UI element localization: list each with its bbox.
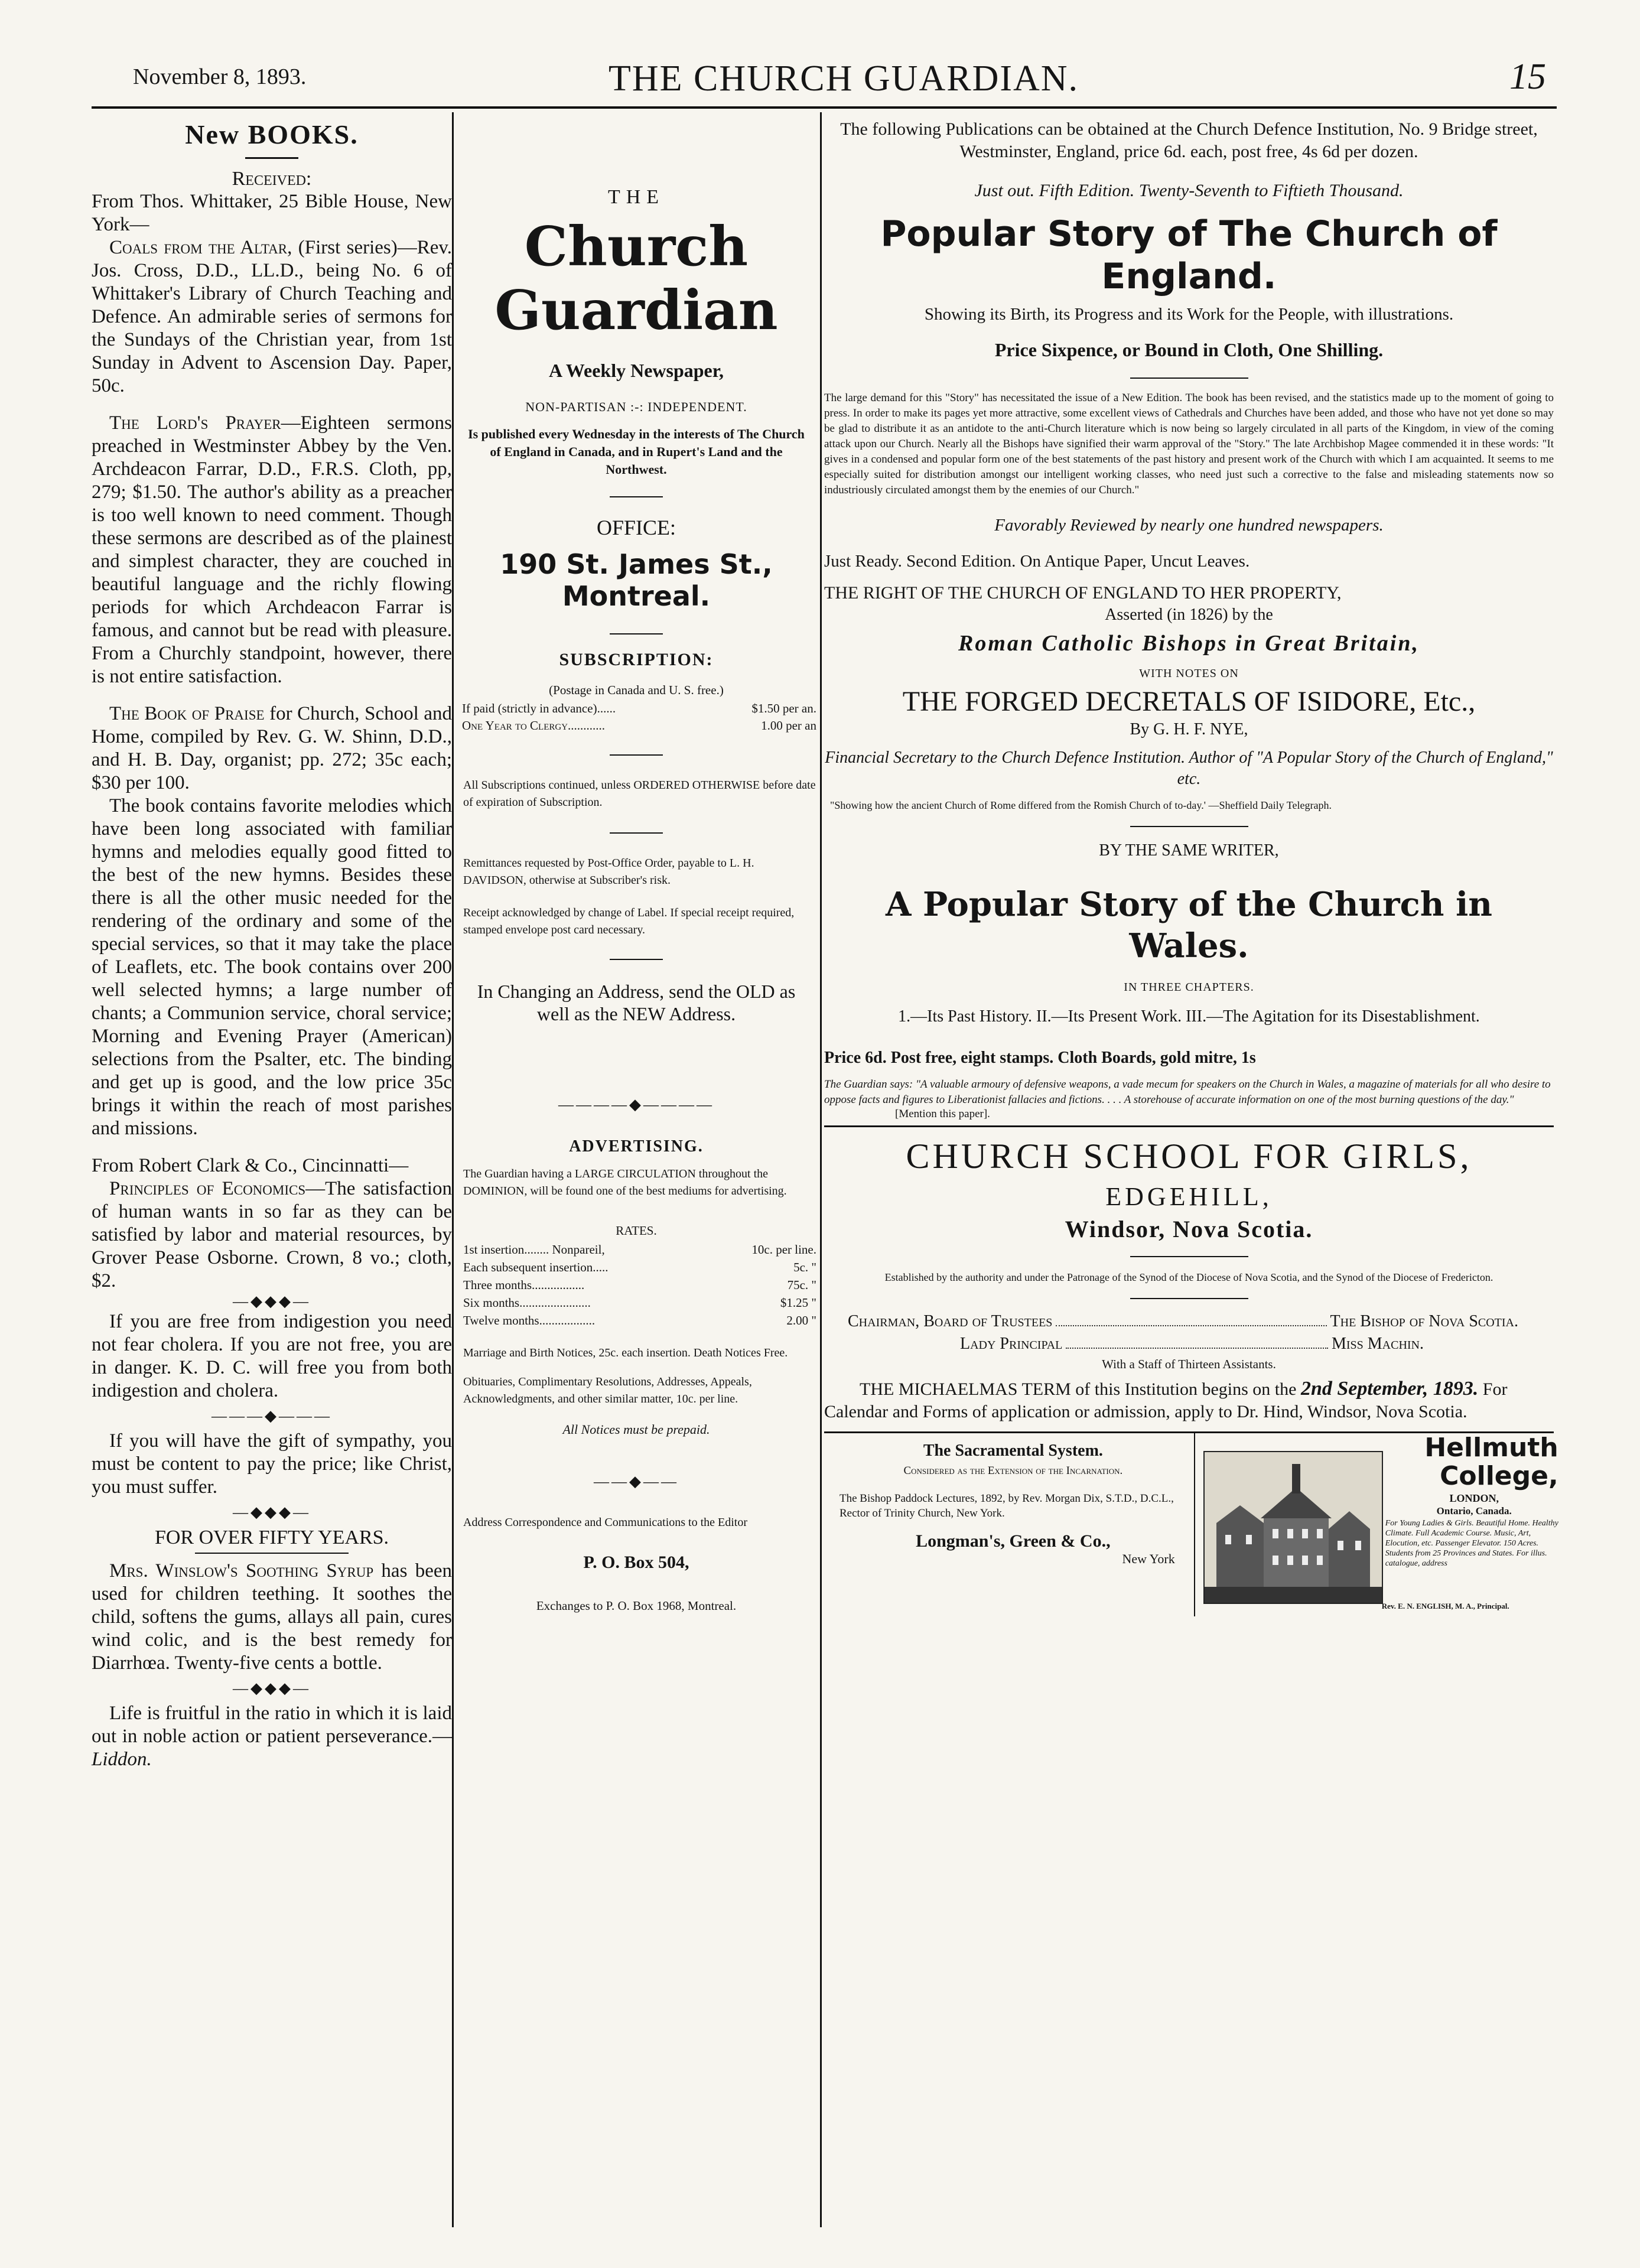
with-notes-on: WITH NOTES ON	[1139, 667, 1239, 680]
school-edgehill: EDGEHILL,	[1105, 1182, 1273, 1211]
divider	[824, 1125, 1554, 1127]
newspaper-title: THE CHURCH GUARDIAN.	[609, 58, 1079, 99]
sacramental-ad	[824, 1433, 1195, 1616]
subscription-row	[462, 701, 816, 716]
obituaries-notice: Obituaries, Complimentary Resolutions, Addresses, Appeals, Acknowledgments, and other similar matter, 10c. per line.	[463, 1375, 752, 1405]
michaelmas-apply: For Calendar and Forms of application or admission, apply to Dr. Hind, Windsor, Nova Scotia.	[824, 1379, 1508, 1421]
masthead-name: Church Guardian	[494, 214, 778, 342]
divider	[610, 832, 663, 834]
ornament-divider: ————◆————	[558, 1096, 714, 1113]
rate-label: 1st insertion........ Nonpareil,	[463, 1242, 605, 1257]
advertising-text: The Guardian having a LARGE CIRCULATION throughout the DOMINION, will be found one of the best mediums for advertising.	[463, 1167, 787, 1198]
hellmuth-title-1: Hellmuth	[1424, 1433, 1558, 1463]
book-title-lords-prayer: The Lord's Prayer	[109, 412, 281, 434]
divider	[245, 157, 298, 159]
chapters-list: 1.—Its Past History. II.—Its Present Work. III.—The Agitation for its Disestablishment.	[898, 1007, 1480, 1026]
michaelmas-intro: THE MICHAELMAS TERM of this Institution begins on the	[860, 1379, 1297, 1399]
masthead-column	[456, 186, 816, 1613]
subscription-value: 1.00 per an	[761, 718, 816, 733]
publications-intro: The following Publications can be obtained at the Church Defence Institution, No. 9 Bridge street, Westminster, England, price 6d. each, post free, 4s 6d per dozen.	[840, 119, 1538, 161]
divider	[610, 633, 663, 634]
issue-date: November 8, 1893.	[133, 64, 307, 89]
popular-story-price: Price Sixpence, or Bound in Cloth, One Shilling.	[994, 339, 1384, 360]
remittances-notice: Remittances requested by Post-Office Order, payable to L. H. DAVIDSON, otherwise at Subscriber's risk.	[463, 857, 754, 887]
divider	[610, 959, 663, 960]
ornament-divider: —◆◆◆—	[233, 1680, 311, 1697]
book-desc-praise-2: The book contains favorite melodies which have been long associated with familiar hymns and melodies equally good fitted to the best of the new hymns. Besides these there is all the other music needed for the rendering of the ordinary and some of the special services, so that it may take the place of Leaflets, etc. The book contains over 200 well selected hymns; a large number of chants; a Communion service, choral service; Morning and Evening Prayer (American) selections from the Psalter, etc. The binding and get up is good, and the low price 35c brings it within the reach of most parishes and missions.	[92, 795, 452, 1139]
divider	[610, 496, 663, 497]
school-title: CHURCH SCHOOL FOR GIRLS,	[906, 1137, 1472, 1176]
college-building-icon	[1205, 1452, 1382, 1603]
divider	[195, 1553, 349, 1554]
wales-price: Price 6d. Post free, eight stamps. Cloth Boards, gold mitre, 1s	[824, 1049, 1256, 1067]
subscription-continued: All Subscriptions continued, unless ORDERED OTHERWISE before date of expiration of Subscription.	[463, 779, 816, 809]
rate-label: Each subsequent insertion.....	[463, 1260, 609, 1274]
winslow-title: Mrs. Winslow's Soothing Syrup	[109, 1560, 374, 1582]
michaelmas-date: 2nd September, 1893.	[1300, 1378, 1479, 1400]
advertising-heading: ADVERTISING.	[569, 1137, 704, 1156]
publisher-clark: From Robert Clark & Co., Cincinnatti—	[92, 1155, 409, 1176]
sheffield-quote: "Showing how the ancient Church of Rome differed from the Romish Church of to-day.' —Sheffield Daily Telegraph.	[830, 799, 1332, 811]
lady-principal-row	[960, 1335, 1424, 1353]
rates-table	[463, 1241, 816, 1329]
author-financial: Financial Secretary to the Church Defence Institution. Author of "A Popular Story of the Church of England," etc.	[825, 749, 1553, 788]
hellmuth-desc: For Young Ladies & Girls. Beautiful Home. Healthy Climate. Full Academic Course. Music, Art, Elocution, etc. Passenger Elevator. 150 Acres. Students from 25 Provinces and States. For illus. catalogue, address	[1385, 1519, 1558, 1568]
new-books-column	[92, 118, 452, 1771]
three-chapters: IN THREE CHAPTERS.	[1124, 981, 1254, 994]
favorably-reviewed: Favorably Reviewed by nearly one hundred newspapers.	[994, 516, 1384, 535]
just-ready-line: Just Ready. Second Edition. On Antique Paper, Uncut Leaves.	[824, 552, 1250, 571]
rate-label: Three months.................	[463, 1278, 585, 1292]
receipt-notice: Receipt acknowledged by change of Label. If special receipt required, stamped envelope post card necessary.	[463, 906, 795, 936]
fifty-years-heading: FOR OVER FIFTY YEARS.	[154, 1527, 389, 1548]
prepaid-notice: All Notices must be prepaid.	[562, 1422, 710, 1437]
hellmuth-ad	[1195, 1433, 1558, 1616]
column-rule-2	[820, 112, 822, 2227]
rates-heading: RATES.	[616, 1224, 657, 1238]
ornament-divider: —◆◆◆—	[233, 1293, 311, 1310]
new-books-heading: New BOOKS.	[185, 119, 359, 149]
subscription-value: $1.50 per an.	[751, 701, 816, 715]
rate-value: 75c. "	[787, 1278, 816, 1292]
sacramental-publisher: Longman's, Green & Co.,	[916, 1531, 1111, 1551]
hellmuth-title-2: College,	[1440, 1461, 1558, 1491]
rate-value: $1.25 "	[780, 1296, 816, 1310]
marriage-notices: Marriage and Birth Notices, 25c. each insertion. Death Notices Free.	[463, 1346, 788, 1359]
popular-story-subtitle: Showing its Birth, its Progress and its Work for the People, with illustrations.	[924, 305, 1454, 324]
subscription-postage: (Postage in Canada and U. S. free.)	[549, 683, 724, 697]
received-label: Received:	[232, 168, 312, 190]
guardian-review: The Guardian says: "A valuable armoury of defensive weapons, a vade mecum for speakers on the Church in Wales, a magazine of materials for all who desire to oppose facts and figures to Liberationist fallacies and fictions. . . . A storehouse of accurate information on one of the most burning questions of the day."	[824, 1078, 1551, 1106]
subscription-label: If paid (strictly in advance)......	[462, 701, 616, 715]
sacramental-city: New York	[1122, 1551, 1175, 1566]
divider	[1130, 826, 1248, 827]
rate-value: 10c. per line.	[751, 1242, 816, 1257]
lady-principal-label: Lady Principal	[960, 1335, 1063, 1353]
book-desc-coals: (First series)—Rev. Jos. Cross, D.D., LL.D., being No. 6 of Whittaker's Library of Church Teaching and Defence. An admirable series of sermons for the Sundays of the Christian year, from 1st Sunday in Advent to Ascension Day. Paper, 50c.	[92, 237, 453, 396]
column-rule-1	[452, 112, 454, 2227]
book-title-praise: The Book of Praise	[109, 703, 265, 724]
chairman-label: Chairman, Board of Trustees	[848, 1312, 1053, 1330]
winslow-desc: has been used for children teething. It soothes the child, softens the gums, allays all pain, cures wind colic, and is the best remedy for Diarrhœa. Twenty-five cents a bottle.	[92, 1560, 452, 1674]
ornament-divider: ———◆———	[211, 1407, 332, 1424]
michaelmas-term	[824, 1378, 1554, 1423]
same-writer: BY THE SAME WRITER,	[1099, 841, 1279, 860]
sacramental-title: The Sacramental System.	[923, 1442, 1103, 1460]
sacramental-desc: The Bishop Paddock Lectures, 1892, by Rev. Morgan Dix, S.T.D., D.C.L., Rector of Trinity Church, New York.	[839, 1492, 1174, 1519]
rate-value: 5c. "	[793, 1260, 816, 1274]
lady-principal-value: Miss Machin.	[1331, 1335, 1424, 1353]
page-number: 15	[1509, 57, 1546, 97]
divider	[1130, 378, 1248, 379]
ornament-divider: ——◆——	[594, 1473, 679, 1490]
divider	[610, 754, 663, 756]
correspondence-notice: Address Correspondence and Communications to the Editor	[463, 1516, 748, 1529]
book-title-coals: Coals from the Altar,	[109, 237, 292, 258]
rates-row	[463, 1312, 816, 1329]
rate-label: Twelve months..................	[463, 1313, 596, 1327]
rates-row	[463, 1276, 816, 1294]
forged-decretals: THE FORGED DECRETALS OF ISIDORE, Etc.,	[902, 686, 1476, 717]
wales-title: A Popular Story of the Church in Wales.	[886, 885, 1492, 965]
office-label: OFFICE:	[596, 516, 676, 539]
subscription-label: One Year to Clergy............	[462, 718, 606, 733]
ornament-divider: —◆◆◆—	[233, 1504, 311, 1521]
cholera-notice: If you are free from indigestion you need not fear cholera. If you are not free, you are in danger. K. D. C. will free you from both indigestion and cholera.	[92, 1311, 452, 1401]
masthead-nonpartisan: NON-PARTISAN :-: INDEPENDENT.	[525, 399, 747, 414]
just-out-line: Just out. Fifth Edition. Twenty-Seventh to Fiftieth Thousand.	[974, 181, 1404, 200]
chairman-value: The Bishop of Nova Scotia.	[1330, 1312, 1518, 1330]
subscription-heading: SUBSCRIPTION:	[559, 650, 714, 669]
book-title-economics: Principles of Economics	[109, 1178, 306, 1199]
sacramental-subtitle: Considered as the Extension of the Incarnation.	[903, 1465, 1123, 1477]
exchanges-notice: Exchanges to P. O. Box 1968, Montreal.	[536, 1599, 737, 1613]
masthead-published: Is published every Wednesday in the interests of The Church of England in Canada, and in Rupert's Land and the Northwest.	[468, 427, 805, 477]
publisher-whittaker: From Thos. Whittaker, 25 Bible House, New York—	[92, 191, 452, 235]
popular-story-title: Popular Story of The Church of England.	[880, 213, 1498, 297]
hellmuth-ontario: Ontario, Canada.	[1436, 1505, 1512, 1517]
divider	[1130, 1298, 1248, 1299]
bottom-ads	[824, 1433, 1558, 1616]
rate-label: Six months.......................	[463, 1296, 591, 1310]
liddon-author: Liddon.	[92, 1749, 152, 1770]
hellmuth-london: LONDON,	[1449, 1492, 1499, 1504]
right-of-church-title: THE RIGHT OF THE CHURCH OF ENGLAND TO HER PROPERTY,	[824, 583, 1342, 603]
subscription-row	[462, 718, 816, 733]
hellmuth-principal: Rev. E. N. ENGLISH, M. A., Principal.	[1381, 1602, 1509, 1610]
rates-row	[463, 1294, 816, 1312]
po-box: P. O. Box 504,	[583, 1553, 689, 1572]
office-address: 190 St. James St., Montreal.	[500, 548, 773, 612]
advertisements-column	[824, 118, 1558, 1616]
asserted-line: Asserted (in 1826) by the	[1105, 606, 1273, 624]
school-staff: With a Staff of Thirteen Assistants.	[1102, 1357, 1276, 1371]
changing-address: In Changing an Address, send the OLD as well as the NEW Address.	[477, 981, 796, 1024]
school-windsor: Windsor, Nova Scotia.	[1065, 1216, 1313, 1242]
popular-story-description: The large demand for this "Story" has necessitated the issue of a New Edition. The book has been revised, and the statistics made up to the moment of going to press. In order to make its pages yet more attractive, some excellent views of Cathedrals and Churches have been added, and those who have not yet done so may be glad to distribute it as an antidote to the anti-Church literature which is now being so largely circulated in all parts of the Kingdom, in view of the coming attack upon our Church. Nearly all the Bishops have signified their warm approval of the "Story." The late Archbishop Magee commended it in these words: "It gives in a condensed and popular form one of the best statements of the past history and present work of the Church with which I am acquainted. It seems to me especially suited for distribution amongst our intelligent working classes, who need just such a corrective to the false and misleading statements now so industriously circulated amongst them by the enemies of our Church."	[824, 392, 1554, 496]
book-desc-praise: for Church, School and Home, compiled by Rev. G. W. Shinn, D.D., and H. B. Day, organist; pp. 272; 35c each; $30 per 100.	[92, 703, 452, 793]
liddon-quote: Life is fruitful in the ratio in which it is laid out in noble action or patient perseverance.—	[92, 1703, 452, 1747]
book-desc-lords-prayer: —Eighteen sermons preached in Westminster Abbey by the Ven. Archdeacon Farrar, D.D., F.R.S. Cloth, pp, 279; $1.50. The author's ability as a preacher is too well known to need comment. Though these sermons are described as of the plainest and simplest character, they are couched in beautiful language and the richly flowing periods for which Archdeacon Farrar is famous, and cannot but be read with pleasure. From a Churchly standpoint, however, there is not entire satisfaction.	[92, 412, 453, 687]
rates-row	[463, 1258, 816, 1276]
divider	[1130, 1256, 1248, 1257]
school-established: Established by the authority and under the Patronage of the Synod of the Diocese of Nova Scotia, and the Synod of the Diocese of Fredericton.	[884, 1271, 1493, 1283]
chairman-row	[848, 1312, 1518, 1331]
author-nye: By G. H. F. NYE,	[1130, 720, 1248, 738]
masthead-weekly: A Weekly Newspaper,	[548, 360, 724, 381]
masthead-the: THE	[607, 186, 665, 208]
dot-leader	[1056, 1312, 1326, 1326]
roman-catholic-bishops: Roman Catholic Bishops in Great Britain,	[958, 631, 1420, 656]
sympathy-notice: If you will have the gift of sympathy, you must be content to pay the price; like Christ, you must suffer.	[92, 1430, 452, 1498]
rate-value: 2.00 "	[786, 1313, 816, 1327]
mention-paper: [Mention this paper].	[895, 1108, 990, 1120]
header-rule	[92, 106, 1557, 109]
college-engraving	[1203, 1451, 1383, 1604]
dot-leader	[1066, 1335, 1328, 1349]
book-desc-economics: —The satisfaction of human wants in so far as they can be satisfied by labor and material resources, by Grover Pease Osborne. Crown, 8 vo.; cloth, $2.	[92, 1178, 452, 1291]
rates-row	[463, 1241, 816, 1258]
